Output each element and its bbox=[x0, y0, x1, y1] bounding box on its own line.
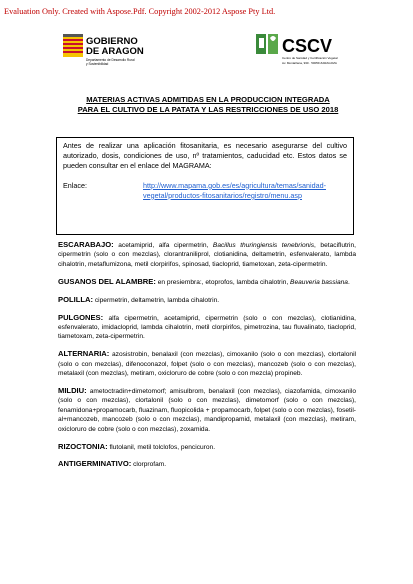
section-text: cipermetrin, deltametrin, lambda cihalotrin. bbox=[93, 296, 220, 304]
pest-sections bbox=[58, 240, 356, 477]
section-heading: RIZOCTONIA: bbox=[58, 441, 108, 451]
gobierno-aragon-logo bbox=[63, 34, 153, 76]
link-label: Enlace: bbox=[63, 180, 87, 190]
section-text: alfa cipermetrin, acetamiprid, cipermetrin (solo o con mezclas), clotianidina, esfenvalerato, imidacloprid, lambda cihalotrin, metil clorpirifos, pimetrozina, tau fluvalinato, tiacloprid, tiametoxam, zeta-cipermetrin. bbox=[58, 314, 356, 341]
section-mildiu bbox=[58, 386, 356, 434]
section-rizoctonia bbox=[58, 442, 356, 452]
section-heading: MILDIU: bbox=[58, 385, 87, 395]
section-text-end: . bbox=[347, 278, 350, 286]
section-heading: ANTIGERMINATIVO: bbox=[58, 459, 132, 469]
section-escarabajo bbox=[58, 240, 356, 269]
section-pulgones bbox=[58, 313, 356, 342]
logo-cscv-name: CSCV bbox=[282, 36, 333, 56]
cscv-logo bbox=[256, 32, 356, 74]
section-heading: GUSANOS DEL ALAMBRE: bbox=[58, 276, 156, 286]
section-italic: Beauveria bassiana bbox=[290, 278, 348, 286]
title-line-2: PARA EL CULTIVO DE LA PATATA Y LAS RESTRICCIONES DE USO 2018 bbox=[77, 105, 339, 114]
logo-dept1: Departamento de Desarrollo Rural bbox=[86, 58, 135, 62]
section-text-end: , betaciflutrin, cipermetrin (solo o con mezclas), clorantraniliprol, clotianidina, deltametrin, esfenvalerato, lambda cihalotrin, metaflumizona, metil clorpirifos, spinosad, tiacloprid, tiametoxan, zeta-cipermetrin. bbox=[58, 242, 356, 268]
section-alternaria bbox=[58, 349, 356, 378]
section-polilla bbox=[58, 295, 356, 305]
section-text: clorprofam. bbox=[131, 461, 167, 469]
section-heading: ESCARABAJO: bbox=[58, 240, 114, 249]
evaluation-watermark: Evaluation Only. Created with Aspose.Pdf. Copyright 2002-2012 Aspose Pty Ltd. bbox=[4, 7, 276, 16]
section-text: ametoctradin+dimetomorf; amisulbrom, benalaxil (con mezclas), ciazofamida, cimoxanilo (solo o con mezclas), clortalonil (solo o con mezclas), dimetomorf (solo o con mezclas), fenamidona+propamocarb, fluazinam, fluopicolida + propamocarb, folpet (solo o con mezclas), fosetil-al+mancozeb, mancozeb (solo o con mezclas), mandipropamid, metalaxil (con mezclas), metiram, oxicloruro de cobre (solo o con mezclas), zoxamida. bbox=[58, 387, 356, 433]
magrama-link[interactable]: http://www.mapama.gob.es/es/agricultura/temas/sanidad-vegetal/productos-fitosanitarios/registro/menu.asp bbox=[143, 180, 326, 200]
section-italic: Bacillus thuringiensis tenebrionis bbox=[212, 242, 315, 249]
link-row bbox=[63, 181, 347, 201]
section-heading: POLILLA: bbox=[58, 294, 94, 304]
notice-text: Antes de realizar una aplicación fitosanitaria, es necesario asegurarse del cultivo autorizado, dosis, condiciones de uso, nº tratamientos, caducidad etc. Estos datos se pueden consultar en el enlace del MAGRAMA: bbox=[63, 141, 347, 171]
section-text: flutolanil, metil tolclofos, pencicuron. bbox=[107, 443, 216, 451]
section-heading: ALTERNARIA: bbox=[58, 349, 110, 359]
logo-line1: GOBIERNO bbox=[86, 36, 138, 47]
section-gusanos bbox=[58, 277, 356, 287]
section-heading: PULGONES: bbox=[58, 312, 104, 322]
logo-dept2: y Sostenibilidad bbox=[86, 62, 109, 66]
notice-box bbox=[56, 137, 354, 235]
title-line-1: MATERIAS ACTIVAS ADMITIDAS EN LA PRODUCCION INTEGRADA bbox=[86, 95, 330, 104]
section-antigerminativo bbox=[58, 459, 356, 469]
logo-line2: DE ARAGON bbox=[86, 46, 144, 57]
logo-cscv-sub2: Av. Montañana, 930 · 50059 ZARAGOZA bbox=[282, 61, 337, 65]
logo-cscv-sub1: Centro de Sanidad y Certificación Vegetal bbox=[282, 56, 338, 60]
section-text: en presiembra:, etoprofos, lambda cihalotrin, bbox=[155, 278, 291, 286]
section-text: acetamiprid, alfa cipermetrin, bbox=[113, 242, 213, 249]
section-text: azosistrobin, benalaxil (con mezclas), cimoxanilo (solo o con mezclas), clortalonil (solo o con mezclas), difenoconazol, folpet (solo o con mezclas), mancozeb (solo o con mezclas), metalaxil (con mezclas), metiram, oxicloruro de cobre (solo o con mezcla) propineb. bbox=[58, 351, 356, 378]
document-title bbox=[58, 95, 358, 115]
